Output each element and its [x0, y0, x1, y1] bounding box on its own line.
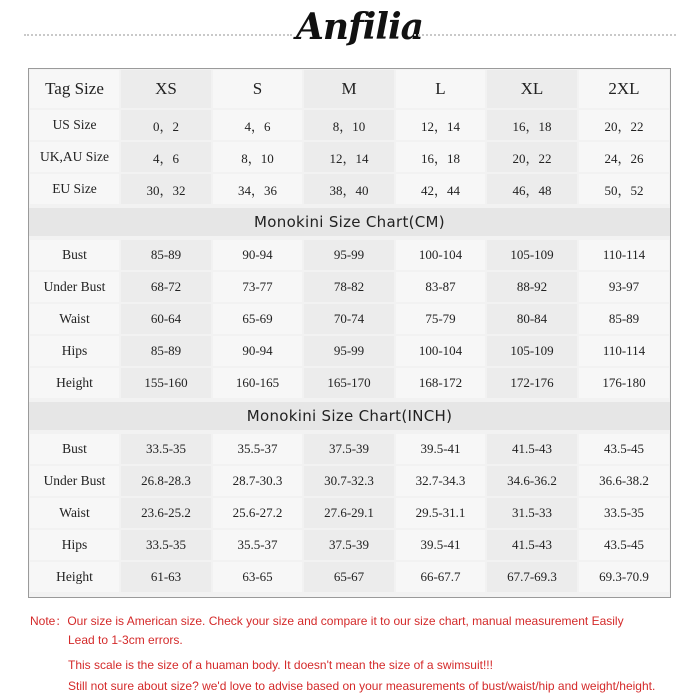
table-cell: 12，14	[396, 110, 485, 140]
dotted-divider-left	[24, 34, 292, 36]
row-label: Waist	[30, 304, 119, 334]
table-cell: 20，22	[487, 142, 577, 172]
table-cell: 78-82	[304, 272, 394, 302]
table-cell: 42，44	[396, 174, 485, 204]
column-header: 2XL	[579, 70, 669, 108]
note-line-3: This scale is the size of a huaman body. It doesn't mean the size of a swimsuit!!!	[68, 658, 493, 672]
table-cell: 26.8-28.3	[121, 466, 211, 496]
column-header: S	[213, 70, 302, 108]
row-label: Under Bust	[30, 272, 119, 302]
column-header: XS	[121, 70, 211, 108]
table-cell: 33.5-35	[121, 530, 211, 560]
table-cell: 67.7-69.3	[487, 562, 577, 592]
table-cell: 165-170	[304, 368, 394, 398]
table-cell: 30，32	[121, 174, 211, 204]
table-cell: 24，26	[579, 142, 669, 172]
table-cell: 70-74	[304, 304, 394, 334]
table-cell: 32.7-34.3	[396, 466, 485, 496]
table-cell: 38，40	[304, 174, 394, 204]
table-cell: 35.5-37	[213, 530, 302, 560]
table-cell: 41.5-43	[487, 434, 577, 464]
size-chart-table	[28, 68, 671, 598]
row-label: Hips	[30, 336, 119, 366]
table-cell: 31.5-33	[487, 498, 577, 528]
table-cell: 63-65	[213, 562, 302, 592]
table-cell: 8，10	[304, 110, 394, 140]
table-cell: 83-87	[396, 272, 485, 302]
column-header: L	[396, 70, 485, 108]
row-label: Hips	[30, 530, 119, 560]
table-cell: 27.6-29.1	[304, 498, 394, 528]
table-cell: 43.5-45	[579, 530, 669, 560]
table-cell: 93-97	[579, 272, 669, 302]
table-cell: 43.5-45	[579, 434, 669, 464]
table-cell: 68-72	[121, 272, 211, 302]
table-cell: 168-172	[396, 368, 485, 398]
table-cell: 110-114	[579, 336, 669, 366]
note-line-2: Lead to 1-3cm errors.	[68, 633, 183, 647]
table-cell: 105-109	[487, 336, 577, 366]
table-cell: 16，18	[487, 110, 577, 140]
note-line-4: Still not sure about size? we'd love to advise based on your measurements of bust/waist/hip and weight/height.	[68, 679, 656, 693]
table-cell: 46，48	[487, 174, 577, 204]
row-label: Bust	[30, 240, 119, 270]
column-header: Tag Size	[30, 70, 119, 108]
table-cell: 28.7-30.3	[213, 466, 302, 496]
column-header: M	[304, 70, 394, 108]
row-label: Waist	[30, 498, 119, 528]
table-cell: 4，6	[121, 142, 211, 172]
row-label: EU Size	[30, 174, 119, 204]
table-cell: 88-92	[487, 272, 577, 302]
table-cell: 105-109	[487, 240, 577, 270]
note-line-1: Note：Our size is American size. Check your size and compare it to our size chart, manual measurement Easily	[30, 614, 624, 628]
table-cell: 37.5-39	[304, 434, 394, 464]
table-cell: 8，10	[213, 142, 302, 172]
table-cell: 33.5-35	[579, 498, 669, 528]
section-title-inch: Monokini Size Chart(INCH)	[29, 402, 670, 430]
table-cell: 155-160	[121, 368, 211, 398]
table-cell: 4，6	[213, 110, 302, 140]
table-cell: 100-104	[396, 336, 485, 366]
table-cell: 100-104	[396, 240, 485, 270]
table-cell: 16，18	[396, 142, 485, 172]
brand-logo: Anfilia	[296, 6, 423, 48]
table-cell: 176-180	[579, 368, 669, 398]
table-cell: 36.6-38.2	[579, 466, 669, 496]
table-cell: 95-99	[304, 240, 394, 270]
table-cell: 12，14	[304, 142, 394, 172]
table-cell: 73-77	[213, 272, 302, 302]
table-cell: 66-67.7	[396, 562, 485, 592]
table-cell: 85-89	[121, 336, 211, 366]
row-label: Under Bust	[30, 466, 119, 496]
table-cell: 90-94	[213, 336, 302, 366]
table-cell: 85-89	[121, 240, 211, 270]
table-cell: 23.6-25.2	[121, 498, 211, 528]
table-cell: 37.5-39	[304, 530, 394, 560]
section-title-cm: Monokini Size Chart(CM)	[29, 208, 670, 236]
table-cell: 85-89	[579, 304, 669, 334]
table-cell: 90-94	[213, 240, 302, 270]
table-cell: 34.6-36.2	[487, 466, 577, 496]
table-cell: 33.5-35	[121, 434, 211, 464]
table-cell: 65-69	[213, 304, 302, 334]
table-cell: 65-67	[304, 562, 394, 592]
table-cell: 110-114	[579, 240, 669, 270]
row-label: Height	[30, 368, 119, 398]
row-label: Height	[30, 562, 119, 592]
row-label: US Size	[30, 110, 119, 140]
column-header: XL	[487, 70, 577, 108]
row-label: Bust	[30, 434, 119, 464]
table-cell: 61-63	[121, 562, 211, 592]
table-cell: 25.6-27.2	[213, 498, 302, 528]
row-label: UK,AU Size	[30, 142, 119, 172]
table-cell: 60-64	[121, 304, 211, 334]
table-cell: 172-176	[487, 368, 577, 398]
brand-header	[0, 0, 700, 64]
table-cell: 35.5-37	[213, 434, 302, 464]
table-cell: 39.5-41	[396, 434, 485, 464]
table-cell: 50，52	[579, 174, 669, 204]
table-cell: 69.3-70.9	[579, 562, 669, 592]
table-cell: 0，2	[121, 110, 211, 140]
table-cell: 95-99	[304, 336, 394, 366]
table-cell: 29.5-31.1	[396, 498, 485, 528]
table-cell: 34，36	[213, 174, 302, 204]
table-cell: 20，22	[579, 110, 669, 140]
table-cell: 160-165	[213, 368, 302, 398]
table-cell: 30.7-32.3	[304, 466, 394, 496]
table-cell: 41.5-43	[487, 530, 577, 560]
table-cell: 80-84	[487, 304, 577, 334]
dotted-divider-right	[414, 34, 676, 36]
table-cell: 39.5-41	[396, 530, 485, 560]
table-cell: 75-79	[396, 304, 485, 334]
